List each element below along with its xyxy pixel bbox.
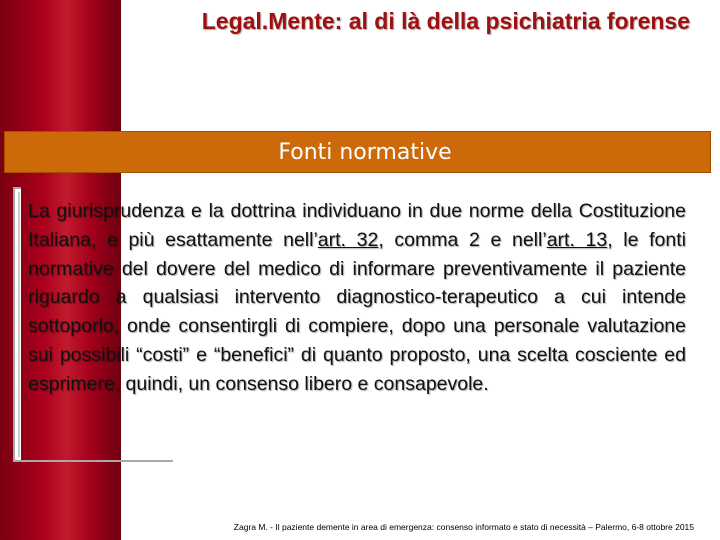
banner-title: Fonti normative <box>278 140 452 165</box>
body-text-part-2: , comma 2 e nell’ <box>378 228 547 251</box>
quote-frame-bottom <box>13 458 173 462</box>
art-32-link[interactable]: art. 32 <box>317 228 379 251</box>
body-text-part-1: La giurisprudenza e la dottrina individuano in due norme della Costituzione Italiana, e più esattamente nell’ <box>28 200 686 251</box>
body-text-part-3: , le fonti normative del dovere del medico di informare preventivamente il paziente riguardo a qualsiasi intervento diagnostico-terapeutico a cui intende sottoporlo, onde consentirgli di compiere, dopo una personale valutazione sui possibili “costi” e “benefici” di quanto proposto, una scelta cosciente ed esprimere, quindi, un consenso libero e consapevole. <box>28 228 686 395</box>
slide-footer: Zagra M. - Il paziente demente in area di emergenza: consenso informato e stato di necessità – Palermo, 6-8 ottobre 2015 <box>233 522 694 532</box>
section-banner <box>4 131 711 173</box>
slide-title: Legal.Mente: al di là della psichiatria forense <box>201 8 690 34</box>
art-13-link[interactable]: art. 13 <box>546 228 608 251</box>
body-paragraph <box>28 197 686 399</box>
quote-frame-inner <box>18 192 22 457</box>
